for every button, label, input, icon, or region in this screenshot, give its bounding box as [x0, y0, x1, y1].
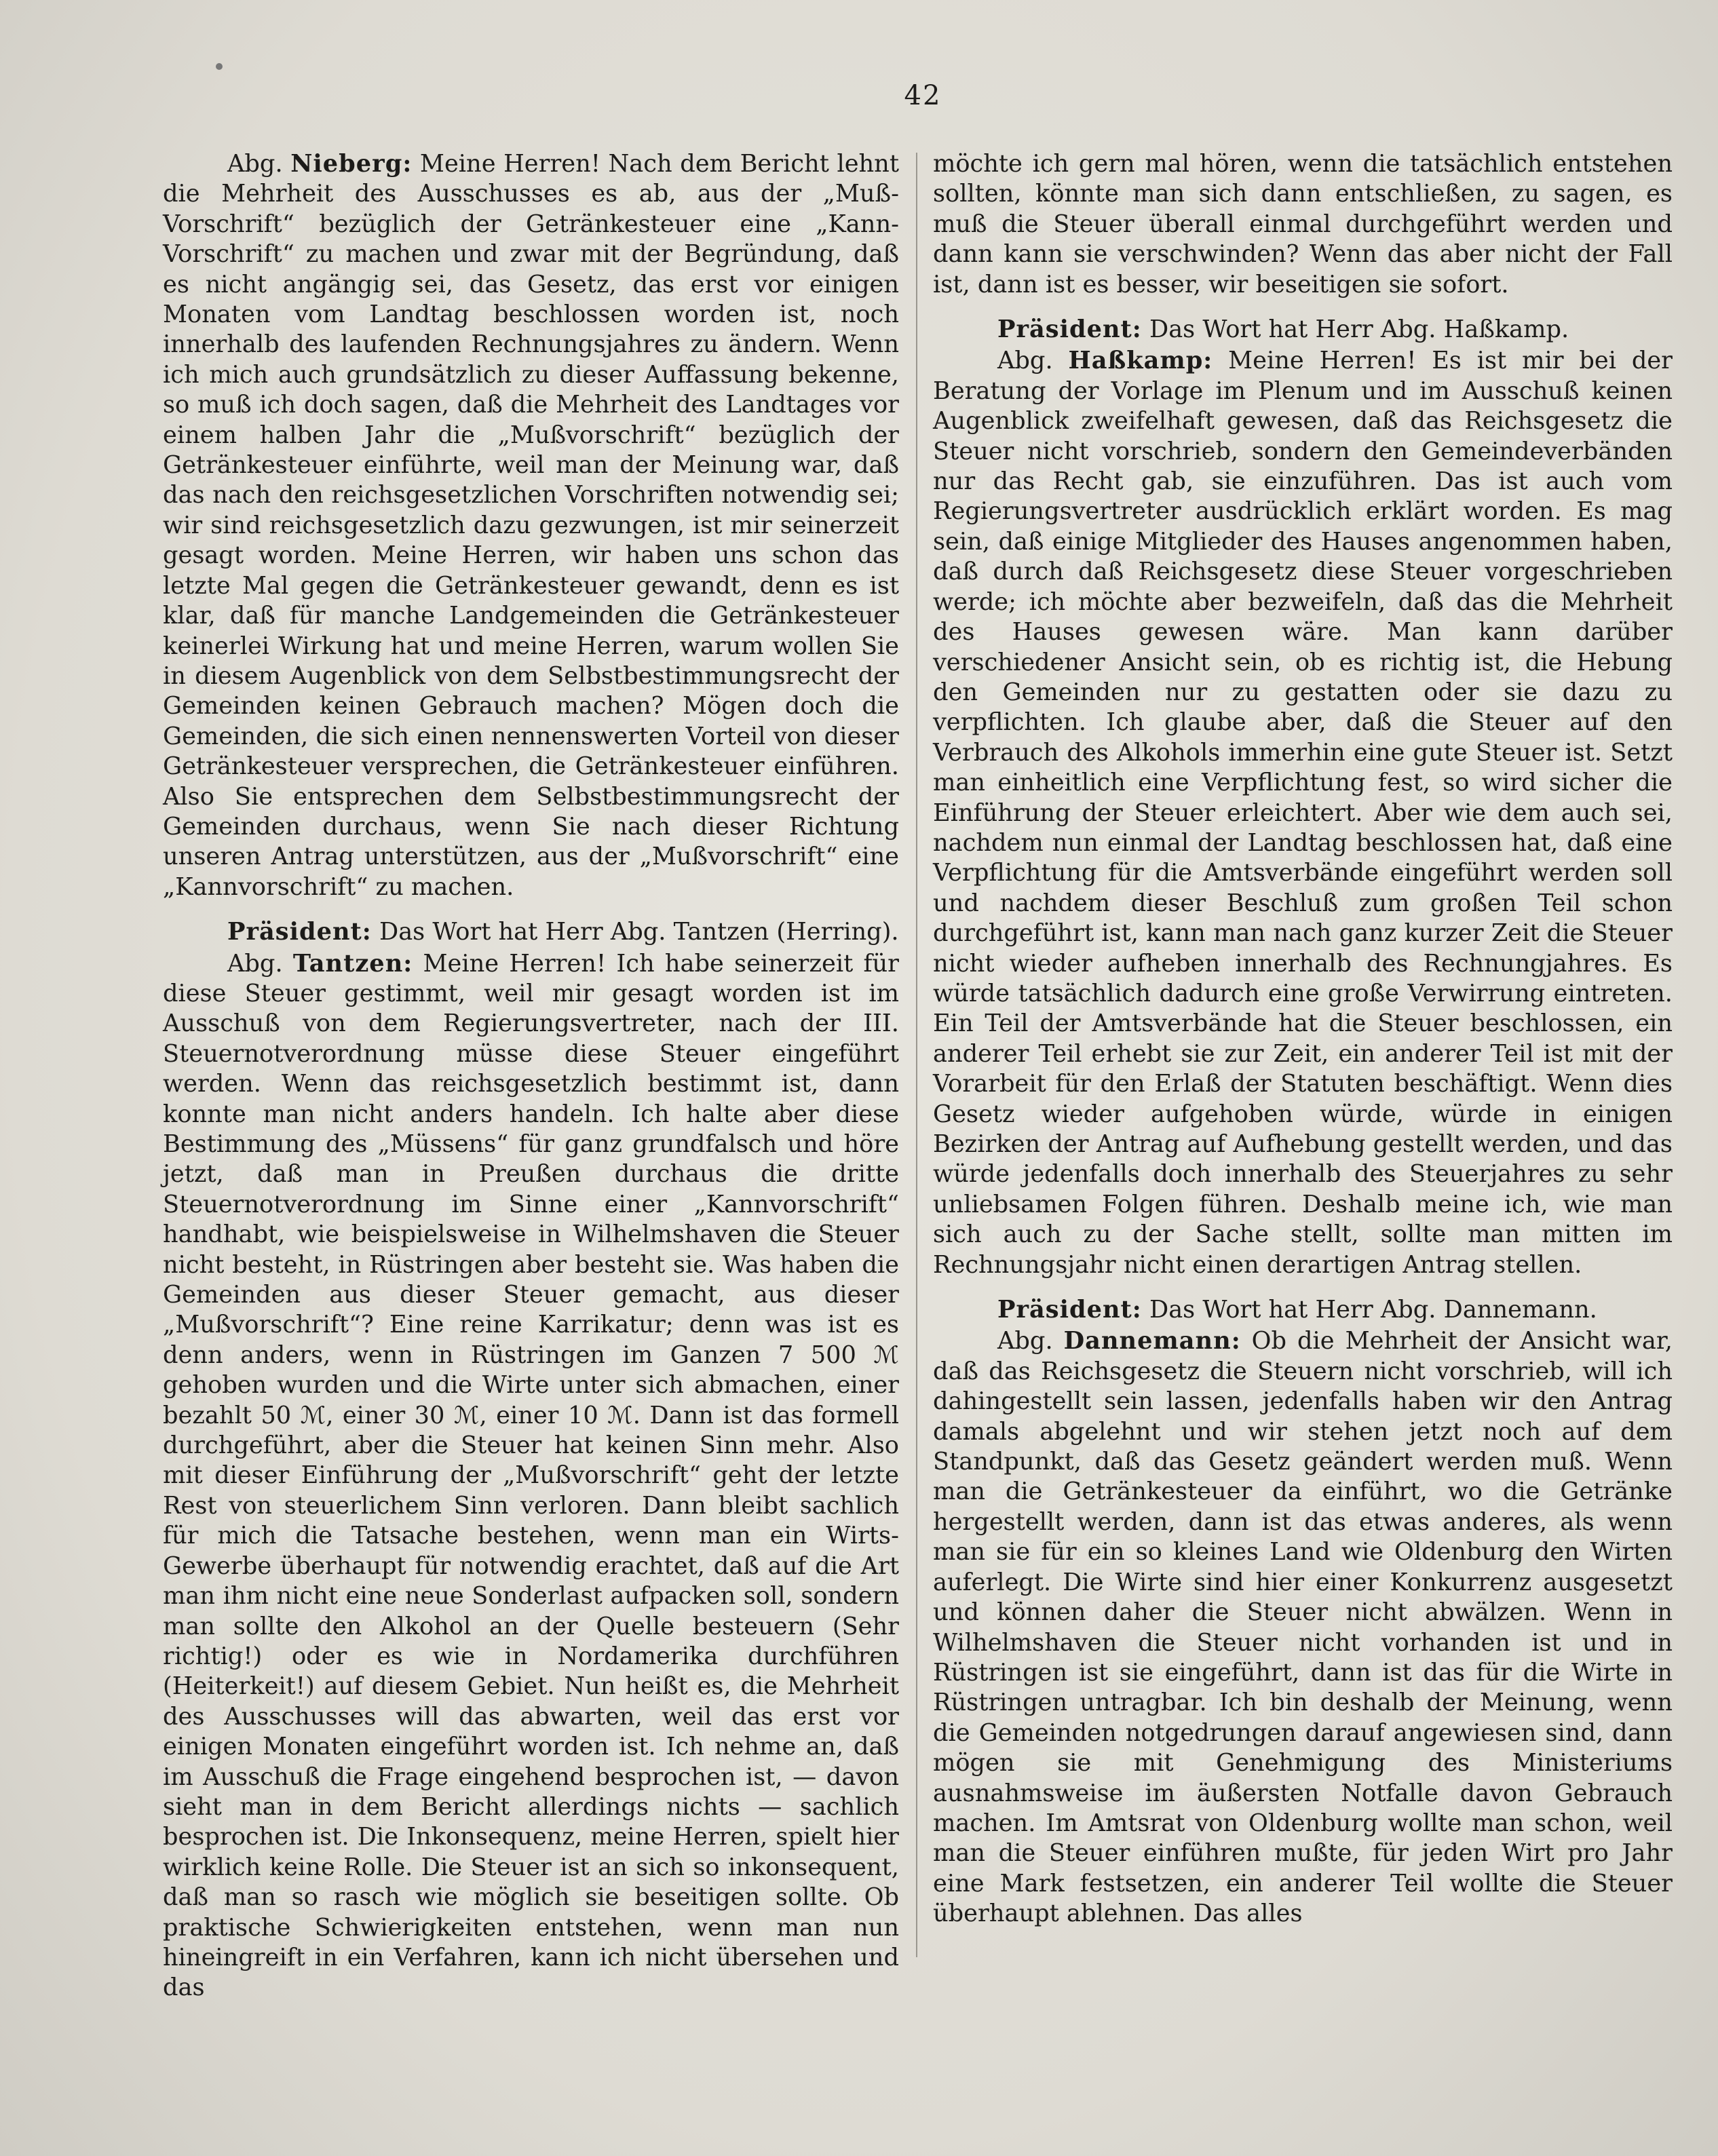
page-number: 42 — [904, 80, 942, 111]
column-divider — [916, 153, 917, 1957]
speech-text: Ob die Mehrheit der Ansicht war, daß das Reichsgesetz die Steuern nicht vorschrieb, will ich dahingestellt sein lassen, jedenfalls haben wir den Antrag damals abgelehnt und wir stehen jetzt noch auf dem Standpunkt, daß das Gesetz geändert werden muß. Wenn man die Getränkesteuer da einführt, wo die Getränke hergestellt werden, dann ist das etwas anderes, als wenn man sie für ein so kleines Land wie Oldenburg den Wirten auferlegt. Die Wirte sind hier einer Konkurrenz ausgesetzt und können daher die Steuer nicht abwälzen. Wenn in Wilhelmshaven die Steuer nicht vorhanden ist und in Rüstringen ist sie eingeführt, dann ist das für die Wirte in Rüstringen untragbar. Ich bin deshalb der Meinung, wenn die Gemeinden notgedrungen darauf angewiesen sind, dann mögen sie mit Genehmigung des Ministeriums ausnahmsweise im äußersten Notfalle davon Gebrauch machen. Im Amtsrat von Oldenburg wollte man schon, weil man die Steuer einführen mußte, für jeden Wirt pro Jahr eine Mark festsetzen, ein anderer Teil wollte die Steuer überhaupt ablehnen. Das alles — [933, 1327, 1673, 1928]
speaker-name: Dannemann: — [1063, 1327, 1241, 1355]
speech-text: Das Wort hat Herr Abg. Dannemann. — [1141, 1296, 1597, 1324]
president-remark — [933, 1295, 1673, 1325]
speaker-name: Haßkamp: — [1068, 347, 1213, 375]
speaker-name: Nieberg: — [290, 150, 413, 178]
speech-continuation: möchte ich gern mal hören, wenn die tatsächlich entstehen sollten, könnte man sich dann entschließen, zu sagen, es muß die Steuer überall einmal durchgeführt werden und dann kann sie verschwinden? Wenn das aber nicht der Fall ist, dann ist es besser, wir beseitigen sie sofort. — [933, 150, 1673, 299]
speech-hasskamp — [933, 346, 1673, 1280]
speech-text: Das Wort hat Herr Abg. Haßkamp. — [1141, 315, 1569, 344]
president-remark — [163, 917, 899, 947]
speech-dannemann — [933, 1326, 1673, 1929]
speech-nieberg — [163, 149, 899, 902]
right-column — [933, 149, 1673, 1929]
speech-text: Meine Herren! Ich habe seinerzeit für diese Steuer gestimmt, weil mir gesagt worden ist im Ausschuß von dem Regierungsvertreter, nach der III. Steuernotverordnung müsse diese Steuer eingeführt werden. Wenn das reichsgesetzlich bestimmt ist, dann konnte man nicht anders handeln. Ich halte aber diese Bestimmung des „Müssens“ für ganz grundfalsch und höre jetzt, daß man in Preußen durchaus die dritte Steuernotverordnung im Sinne einer „Kannvorschrift“ handhabt, wie beispielsweise in Wilhelmshaven die Steuer nicht besteht, in Rüstringen aber besteht sie. Was haben die Gemeinden aus dieser Steuer gemacht, aus dieser „Mußvorschrift“? Eine reine Karrikatur; denn was ist es denn anders, wenn in Rüstringen im Ganzen 7 500 ℳ gehoben wurden und die Wirte unter sich abmachen, einer bezahlt 50 ℳ, einer 30 ℳ, einer 10 ℳ. Dann ist das formell durchgeführt, aber die Steuer hat keinen Sinn mehr. Also mit dieser Einführung der „Mußvorschrift“ geht der letzte Rest von steuerlichem Sinn verloren. Dann bleibt sachlich für mich die Tatsache bestehen, wenn man ein Wirts-Gewerbe überhaupt für notwendig erachtet, daß auf die Art man ihm nicht eine neue Sonderlast aufpacken soll, sondern man sollte den Alkohol an der Quelle besteuern (Sehr richtig!) oder es wie in Nordamerika durchführen (Heiterkeit!) auf diesem Gebiet. Nun heißt es, die Mehrheit des Ausschusses will das abwarten, weil das erst vor einigen Monaten eingeführt worden ist. Ich nehme an, daß im Ausschuß die Frage eingehend besprochen ist, — davon sieht man in dem Bericht allerdings nichts — sachlich besprochen ist. Die Inkonsequenz, meine Herren, spielt hier wirklich keine Rolle. Die Steuer ist an sich so inkonsequent, daß man so rasch wie möglich sie beseitigen sollte. Ob praktische Schwierigkeiten entstehen, wenn man nun hineingreift in ein Verfahren, kann ich nicht übersehen und das — [163, 949, 899, 2002]
speaker-name: Präsident: — [227, 918, 372, 946]
speech-tantzen — [163, 949, 899, 2003]
speaker-name: Präsident: — [997, 315, 1142, 344]
speech-text: Das Wort hat Herr Abg. Tantzen (Herring). — [371, 918, 899, 946]
speaker-name: Präsident: — [997, 1296, 1142, 1324]
left-column — [163, 149, 899, 2003]
speaker-prefix: Abg. — [997, 1327, 1064, 1355]
president-remark — [933, 315, 1673, 345]
speaker-prefix: Abg. — [227, 150, 291, 178]
speaker-name: Tantzen: — [292, 949, 413, 978]
speech-text: Meine Herren! Nach dem Bericht lehnt die Mehrheit des Ausschusses es ab, aus der „Muß-Vorschrift“ bezüglich der Getränkesteuer eine „Kann-Vorschrift“ zu machen und zwar mit der Begründung, daß es nicht angängig sei, das Gesetz, das erst vor einigen Monaten vom Landtag beschlossen worden ist, noch innerhalb des laufenden Rechnungsjahres zu ändern. Wenn ich mich auch grundsätzlich zu dieser Auffassung bekenne, so muß ich doch sagen, daß die Mehrheit des Landtages vor einem halben Jahr die „Mußvorschrift“ bezüglich der Getränkesteuer einführte, weil man der Meinung war, daß das nach den reichsgesetzlichen Vorschriften notwendig sei; wir sind reichsgesetzlich dazu gezwungen, ist mir seinerzeit gesagt worden. Meine Herren, wir haben uns schon das letzte Mal gegen die Getränkesteuer gewandt, denn es ist klar, daß für manche Landgemeinden die Getränkesteuer keinerlei Wirkung hat und meine Herren, warum wollen Sie in diesem Augenblick von dem Selbstbestimmungsrecht der Gemeinden keinen Gebrauch machen? Mögen doch die Gemeinden, die sich einen nennenswerten Vorteil von dieser Getränkesteuer versprechen, die Getränkesteuer einführen. Also Sie entsprechen dem Selbstbestimmungsrecht der Gemeinden durchaus, wenn Sie nach dieser Richtung unseren Antrag unterstützen, aus der „Mußvorschrift“ eine „Kannvorschrift“ zu machen. — [163, 150, 899, 901]
speaker-prefix: Abg. — [227, 949, 293, 978]
ink-speck — [216, 63, 223, 70]
speaker-prefix: Abg. — [997, 347, 1069, 375]
speech-text: Meine Herren! Es ist mir bei der Beratung der Vorlage im Plenum und im Ausschuß keinen Augenblick zweifelhaft gewesen, daß das Reichsgesetz die Steuer nicht vorschrieb, sondern den Gemeindeverbänden nur das Recht gab, sie einzuführen. Das ist auch vom Regierungsvertreter ausdrücklich erklärt worden. Es mag sein, daß einige Mitglieder des Hauses angenommen haben, daß durch daß Reichsgesetz diese Steuer vorgeschrieben werde; ich möchte aber bezweifeln, daß das die Mehrheit des Hauses gewesen wäre. Man kann darüber verschiedener Ansicht sein, ob es richtig ist, die Hebung den Gemeinden nur zu gestatten oder sie dazu zu verpflichten. Ich glaube aber, daß die Steuer auf den Verbrauch des Alkohols immerhin eine gute Steuer ist. Setzt man einheitlich eine Verpflichtung fest, so wird sicher die Einführung der Steuer erleichtert. Aber wie dem auch sei, nachdem nun einmal der Landtag beschlossen hat, daß eine Verpflichtung für die Amtsverbände eingeführt werden soll und nachdem dieser Beschluß zum großen Teil schon durchgeführt ist, kann man nach ganz kurzer Zeit die Steuer nicht wieder aufheben innerhalb des Rechnungjahres. Es würde tatsächlich dadurch eine große Verwirrung eintreten. Ein Teil der Amtsverbände hat die Steuer beschlossen, ein anderer Teil erhebt sie zur Zeit, ein anderer Teil ist mit der Vorarbeit für den Erlaß der Statuten beschäftigt. Wenn dies Gesetz wieder aufgehoben würde, würde in einigen Bezirken der Antrag auf Aufhebung gestellt werden, und das würde jedenfalls doch innerhalb des Steuerjahres zu sehr unliebsamen Folgen führen. Deshalb meine ich, wie man sich auch zu der Sache stellt, sollte man mitten im Rechnungsjahr nicht einen derartigen Antrag stellen. — [933, 347, 1673, 1279]
